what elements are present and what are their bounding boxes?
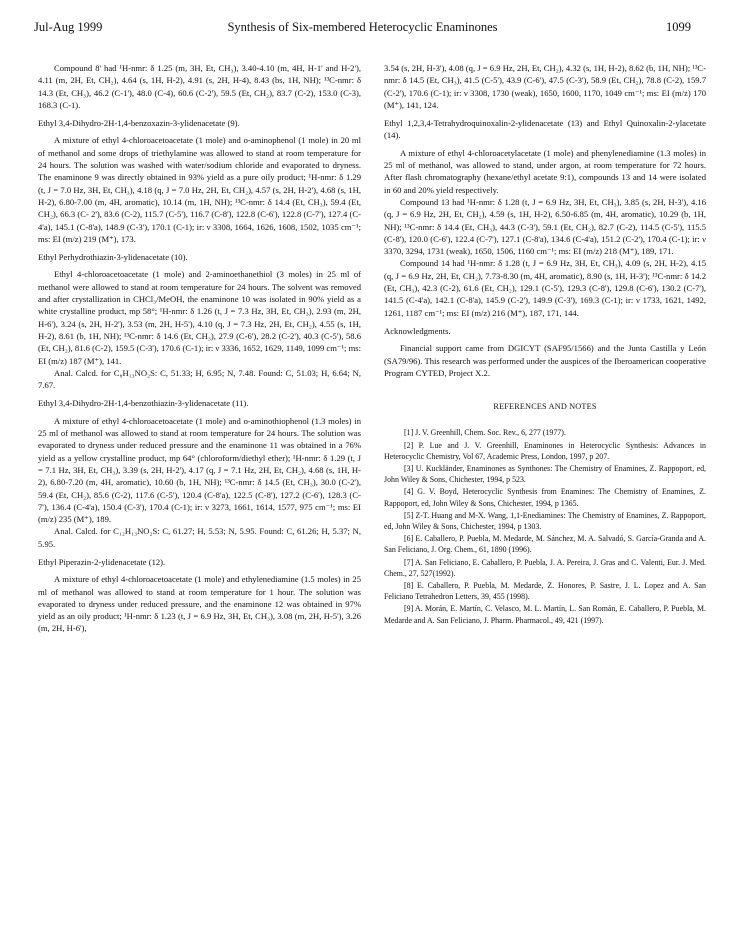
reference-item: [5] Z-T. Huang and M-X. Wang, 1,1-Enediamines: The Chemistry of Enamines, Z. Rappoport, ed, John Wiley & Sons, Chichester, 1994, p 1303. [384,510,706,532]
paragraph: A mixture of ethyl 4-chloroacetoacetate (1 mole) and o-aminothiophenol (1.3 moles) in 25 ml of methanol was allowed to stand at room temperature for 24 hours. The solution was evaporated to dryness under reduced pressure and the enaminone 11 was obtained in a 76% yield as a yellow crystalline product, mp 64° (chloroform/diethyl ether); ¹H-nmr: δ 1.29 (t, J = 7.1 Hz, 3H, Et, CH₃), 3.39 (s, 2H, H-2'), 4.17 (q, J = 7.1 Hz, 2H, Et, CH₂), 4.68 (s, 1H, H-2), 6.80-7.20 (m, 4H, aromatic), 10.60 (b, 1H, NH); ¹³C-nmr: δ 14.5 (Et, CH₃), 30.0 (C-2'), 59.4 (Et, CH₂), 85.6 (C-2), 117.6 (C-5'), 120.4 (C-8'a), 122.5 (C-8'), 127.2 (C-6'), 128.3 (C-7'), 136.4 (C-4'a), 150.4 (C-3'), 170.4 (C-1); ir: ν 3273, 1661, 1614, 1577, 975 cm⁻¹; ms: EI (m/z) 235 (M⁺), 189. [38,415,361,525]
section-heading: Ethyl Perhydrothiazin-3-ylidenacetate (10). [38,252,188,263]
section-heading: Ethyl Piperazin-2-ylidenacetate (12). [38,556,166,567]
paragraph: Anal. Calcd. for C₁₂H₁₃NO₂S: C, 61.27; H, 5.53; N, 5.95. Found: C, 61.26; H, 5.37; N, 5.95. [38,526,361,549]
reference-item: [2] P. Lue and J. V. Greenhill, Enaminones in Heterocyclic Synthesis: Advances in Heterocyclic Chemistry, Vol 67, Academic Press, London, 1997, p 207. [384,440,706,461]
references-list [384,427,706,625]
reference-item: [4] G. V. Boyd, Heterocyclic Synthesis from Enamines: The Chemistry of Enamines, Z. Rappoport, ed, John Wiley & Sons, Chichester, 1994, p 1365. [384,487,706,508]
right-column-body [384,62,706,379]
paragraph: A mixture of ethyl 4-chloroacetoacetate (1 mole) and ethylenediamine (1.5 moles) in 25 ml of methanol was allowed to stand at room temperature for 1 hour. The solution was evaporated to dryness under reduced pressure, and the enaminone 12 was obtained in 97% yield as an oily product; ¹H-nmr: δ 1.23 (t, J = 6.9 Hz, 3H, Et, CH₃), 3.08 (m, 2H, H-5'), 3.26 (m, 2H, H-6'), [38,574,361,634]
reference-item: [3] U. Kuckländer, Enaminones as Synthones: The Chemistry of Enamines, Z. Rappoport, ed, John Wiley & Sons, Chichester, 1994, p 523. [384,464,706,485]
paragraph: Anal. Calcd. for C₈H₁₃NO₂S: C, 51.33; H, 6.95; N, 7.48. Found: C, 51.03; H, 6.64; N, 7.67. [38,367,361,391]
paragraph: A mixture of ethyl 4-chloroacetylacetate (1 mole) and phenylenediamine (1.3 moles) in 25 ml of methanol, was allowed to stand, under argon, at room temperature for 72 hours. After flash chromatography (hexane/ethyl acetate 9:1), compounds 13 and 14 were isolated in 60 and 20% yield respectively. [384,147,706,195]
page-number: 1099 [666,20,691,34]
paragraph: Compound 13 had ¹H-nmr: δ 1.28 (t, J = 6.9 Hz, 3H, Et, CH₃), 3.85 (s, 2H, H-3'), 4.16 (q, J = 6.9 Hz, 2H, Et, CH₂), 4.59 (s, 1H, H-2), 6.50-6.85 (m, 4H, aromatic), 10.29 (b, 1H, NH); ¹³C-nmr: δ 14.4 (Et, CH₃), 44.3 (C-3'), 59.1 (Et, CH₂), 82.7 (C-2), 114.5 (C-5'), 115.5 (C-8'), 120.0 (C-6'), 122.4 (C-7'), 127.1 (C-8'a), 134.6 (C-4'a), 151.2 (C-2'), 170.4 (C-1); ir: ν 3370, 3294, 1731 (weak), 1650, 1506, 1160 cm⁻¹; ms: EI (m/z) 218 (M⁺), 189, 171. [384,196,706,257]
paragraph: Ethyl 4-chloroacetoacetate (1 mole) and 2-aminoethanethiol (3 moles) in 25 ml of methanol were allowed to stand at room temperature for 24 hours. The solvent was removed and after crystallization in CHCl₃/MeOH, the enaminone 10 was isolated in 90% yield as a white crystalline product, mp 58°; ¹H-nmr: δ 1.26 (t, J = 7.3 Hz, 3H, Et, CH₃), 2.93 (m, 2H, H-6'), 3.24 (s, 2H, H-2'), 3.53 (m, 2H, H-5'), 4.10 (q, J = 7.3 Hz, 2H, Et, CH₂), 4.55 (s, 1H, H-2), 8.61 (b, 1H, NH); ¹³C-nmr: δ 14.6 (Et, CH₃), 27.9 (C-6'), 28.2 (C-2'), 40.3 (C-5'), 58.6 (Et, CH₂), 81.6 (C-2), 159.5 (C-3'), 170.6 (C-1); ir: ν 3336, 1652, 1629, 1149, 1099 cm⁻¹; ms: EI (m/z) 187 (M⁺), 141. [38,269,361,366]
section-heading: Ethyl 1,2,3,4-Tetrahydroquinoxalin-2-ylidenacetate (13) and Ethyl Quinoxalin-2-ylacetate (14). [384,118,706,141]
section-heading: Ethyl 3,4-Dihydro-2H-1,4-benzothiazin-3-ylidenacetate (11). [38,398,249,409]
running-header [34,20,691,36]
section-heading: Ethyl 3,4-Dihydro-2H-1,4-benzoxazin-3-ylidenacetate (9). [38,118,240,129]
reference-item: [9] A. Morán, E. Martín, C. Velasco, M. L. Martín, L. San Román, E. Caballero, P. Puebla, M. Medarde and A. San Feliciano, J. Pharm. Pharmacol., 49, 421 (1997). [384,604,706,625]
reference-item: [6] E. Caballero, P. Puebla, M. Medarde, M. Sánchez, M. A. Salvadó, S. García-Granda and A. San Feliciano, J. Org. Chem., 61, 1890 (1996). [384,534,706,555]
journal-issue: Jul-Aug 1999 [34,20,103,34]
paragraph: Compound 8' had ¹H-nmr: δ 1.25 (m, 3H, Et, CH₃), 3.40-4.10 (m, 4H, H-1' and H-2'), 4.11 (m, 2H, Et, CH₂), 4.64 (s, 1H, H-2), 4.91 (s, 2H, H-4), 8.43 (bs, 1H, NH); ¹³C-nmr: δ 14.3 (Et, CH₃), 46.2 (C-1'), 48.0 (C-4), 60.6 (C-2'), 59.5 (Et, CH₂), 83.7 (C-2), 153.0 (C-3), 168.3 (C-1). [38,63,361,110]
references-heading: REFERENCES AND NOTES [493,402,597,412]
reference-item: [7] A. San Feliciano, E. Caballero, P. Puebla, J. A. Pereira, J. Gras and C. Valenti, Eur. J. Med. Chem., 27, 527(1992). [384,557,706,578]
reference-item: [1] J. V. Greenhill, Chem. Soc. Rev., 6, 277 (1977). [404,428,566,438]
running-title: Synthesis of Six-membered Heterocyclic Enaminones [227,20,498,34]
left-column [38,62,361,635]
paragraph: Compound 14 had ¹H-nmr: δ 1.28 (t, J = 6.9 Hz, 3H, Et, CH₃), 4.09 (s, 2H, H-2), 4.15 (q, J = 6.9 Hz, 2H, Et, CH₂), 7.73-8.30 (m, 4H, aromatic), 8.90 (s, 1H, H-3'); ¹³C-nmr: δ 14.2 (Et, CH₃), 42.3 (C-2), 61.6 (Et, CH₂), 129.1 (C-5'), 129.3 (C-8'), 129.8 (C-6'), 130.2 (C-7'), 141.5 (C-4'a), 142.1 (C-8'a), 145.9 (C-2'), 149.9 (C-3'), 169.3 (C-1); ir: ν 1733, 1621, 1492, 1261, 1187 cm⁻¹; ms: EI (m/z) 216 (M⁺), 187, 171, 144. [384,258,706,318]
reference-item: [8] E. Caballero, P. Puebla, M. Medarde, Z. Honores, P. Sastre, J. L. Lopez and A. San Feliciano Tetrahedron Letters, 39, 455 (1998). [384,581,706,602]
section-heading: Acknowledgments. [384,325,451,336]
right-column [384,62,706,627]
paragraph: Financial support came from DGICYT (SAF95/1566) and the Junta Castilla y León (SA79/96). This research was performed under the auspices of the Iberoamerican cooperative Program CYTED, Project X.2. [384,343,706,378]
paragraph: 3.54 (s, 2H, H-3'), 4.08 (q, J = 6.9 Hz, 2H, Et, CH₂), 4.32 (s, 1H, H-2), 8.62 (b, 1H, NH); ¹³C-nmr: δ 14.5 (Et, CH₃), 41.5 (C-5'), 43.9 (C-6'), 47.5 (C-3'), 58.9 (Et, CH₂), 78.8 (C-2), 159.7 (C-2'), 170.6 (C-1); ir: ν 3308, 1730 (weak), 1650, 1600, 1170, 1049 cm⁻¹; ms: EI (m/z) 170 (M⁺), 141, 124. [384,63,706,110]
paragraph: A mixture of ethyl 4-chloroacetoacetate (1 mole) and o-aminophenol (1 mole) in 20 ml of methanol and some drops of triethylamine was allowed to stand at room temperature for 24 hours. The solution was washed with water/sodium chloride and evaporated to dryness. The enaminone 9 was directly obtained in 93% yield as a pure oily product; ¹H-nmr: δ 1.29 (t, J = 7.0 Hz, 3H, Et, CH₃), 4.18 (q, J = 7.0 Hz, 2H, Et, CH₂), 4.57 (s, 2H, H-2'), 4.68 (s, 1H, H-2), 6.80-7.00 (m, 4H, aromatic), 10.14 (m, 1H, NH); ¹³C-nmr: δ 14.4 (Et, CH₃), 59.4 (Et, CH₂), 66.3 (C- 2'), 83.6 (C-2), 115.7 (C-5'), 116.7 (C-8'), 122.8 (C-6'), 122.8 (C-7'), 127.4 (C-4'a), 145.1 (C-8'a), 148.9 (C-3'), 170.1 (C-1); ir: ν 3308, 1664, 1626, 1608, 1502, 1035 cm⁻¹; ms: EI (m/z) 219 (M⁺), 173. [38,135,361,244]
